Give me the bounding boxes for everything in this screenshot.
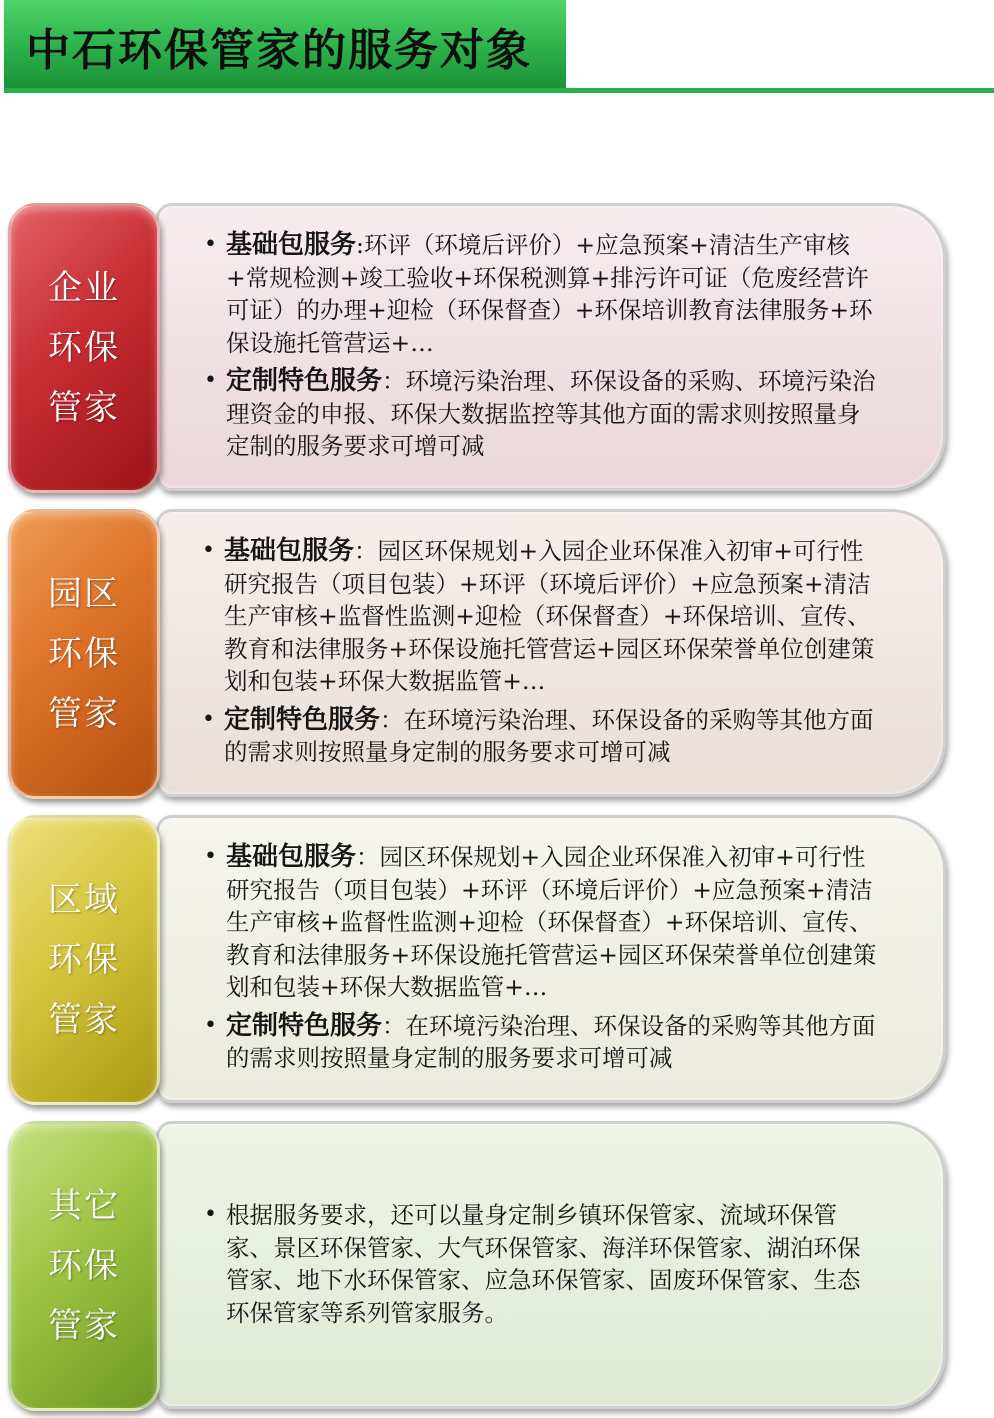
bullet-separator: : bbox=[356, 231, 364, 259]
category-label-line: 企业 bbox=[48, 268, 120, 308]
bullet-separator: ： bbox=[356, 843, 380, 871]
service-row-other bbox=[8, 1121, 950, 1411]
category-label-line: 管家 bbox=[48, 1000, 120, 1040]
bullet-custom-service bbox=[204, 365, 880, 463]
category-label bbox=[48, 870, 120, 1050]
bullet-heading: 定制特色服务 bbox=[226, 1010, 383, 1041]
service-row-enterprise bbox=[8, 203, 950, 493]
category-tab bbox=[8, 1121, 160, 1411]
category-label-line: 园区 bbox=[48, 574, 120, 614]
bullet-basic-package bbox=[202, 535, 878, 698]
bullet-text: 环评（环境后评价）+应急预案+清洁生产审核+常规检测+竣工验收+环保税测算+排污许可证（危废经营许可证）的办理+迎检（环保督查）+环保培训教育法律服务+环保设施托管营运+… bbox=[226, 231, 873, 357]
category-tab bbox=[8, 509, 160, 799]
category-label-line: 管家 bbox=[48, 388, 120, 428]
bullet-text: 环境污染治理、环保设备的采购、环境污染治理资金的申报、环保大数据监控等其他方面的需求则按照量身定制的服务要求可增可减 bbox=[226, 367, 876, 460]
category-label bbox=[48, 258, 120, 438]
service-content bbox=[202, 535, 878, 775]
bullet-separator: ： bbox=[354, 537, 378, 565]
category-label-line: 环保 bbox=[48, 940, 120, 980]
category-label-line: 环保 bbox=[48, 328, 120, 368]
bullet-separator: ： bbox=[380, 705, 404, 734]
bullet-basic-package bbox=[204, 841, 880, 1004]
service-content bbox=[204, 229, 880, 469]
bullet-other-service bbox=[204, 1199, 880, 1329]
bullet-heading: 基础包服务 bbox=[226, 842, 357, 872]
category-label-line: 其它 bbox=[48, 1186, 120, 1226]
category-label-line: 管家 bbox=[48, 694, 120, 734]
bullet-basic-package bbox=[204, 229, 880, 359]
category-label-line: 环保 bbox=[48, 1246, 120, 1286]
bullet-text: 在环境污染治理、环保设备的采购等其他方面的需求则按照量身定制的服务要求可增可减 bbox=[226, 1011, 876, 1072]
bullet-custom-service bbox=[204, 1010, 880, 1075]
bullet-text: 根据服务要求，还可以量身定制乡镇环保管家、流域环保管家、景区环保管家、大气环保管家、海洋环保管家、湖泊环保管家、地下水环保管家、应急环保管家、固废环保管家、生态环保管家等系列管家服务。 bbox=[226, 1201, 861, 1327]
service-content bbox=[204, 1199, 880, 1335]
bullet-custom-service bbox=[202, 704, 878, 769]
service-content bbox=[204, 841, 880, 1081]
category-label-line: 管家 bbox=[48, 1306, 120, 1346]
service-row-park bbox=[8, 509, 950, 799]
title-underline bbox=[4, 88, 994, 93]
category-tab bbox=[8, 815, 160, 1105]
title-banner bbox=[4, 0, 566, 90]
category-label-line: 环保 bbox=[48, 634, 120, 674]
bullet-heading: 基础包服务 bbox=[224, 536, 355, 566]
service-row-region bbox=[8, 815, 950, 1105]
bullet-text: 园区环保规划+入园企业环保准入初审+可行性研究报告（项目包装）+环评（环境后评价）+应急预案+清洁生产审核+监督性监测+迎检（环保督查）+环保培训、宣传、教育和法律服务+环保设施托管营运+园区环保荣誉单位创建策划和包装+环保大数据监管+… bbox=[224, 537, 875, 695]
category-tab bbox=[8, 203, 160, 493]
bullet-separator: ： bbox=[382, 1011, 406, 1040]
bullet-text: 在环境污染治理、环保设备的采购等其他方面的需求则按照量身定制的服务要求可增可减 bbox=[224, 705, 874, 766]
category-label bbox=[48, 1176, 120, 1356]
bullet-separator: ： bbox=[382, 367, 406, 395]
category-label bbox=[48, 564, 120, 744]
bullet-text: 园区环保规划+入园企业环保准入初审+可行性研究报告（项目包装）+环评（环境后评价）+应急预案+清洁生产审核+监督性监测+迎检（环保督查）+环保培训、宣传、教育和法律服务+环保设施托管营运+园区环保荣誉单位创建策划和包装+环保大数据监管+… bbox=[226, 843, 877, 1001]
bullet-heading: 基础包服务 bbox=[226, 230, 357, 260]
page-title: 中石环保管家的服务对象 bbox=[26, 25, 532, 76]
bullet-heading: 定制特色服务 bbox=[224, 704, 381, 735]
bullet-heading: 定制特色服务 bbox=[226, 366, 383, 396]
category-label-line: 区域 bbox=[48, 880, 120, 920]
